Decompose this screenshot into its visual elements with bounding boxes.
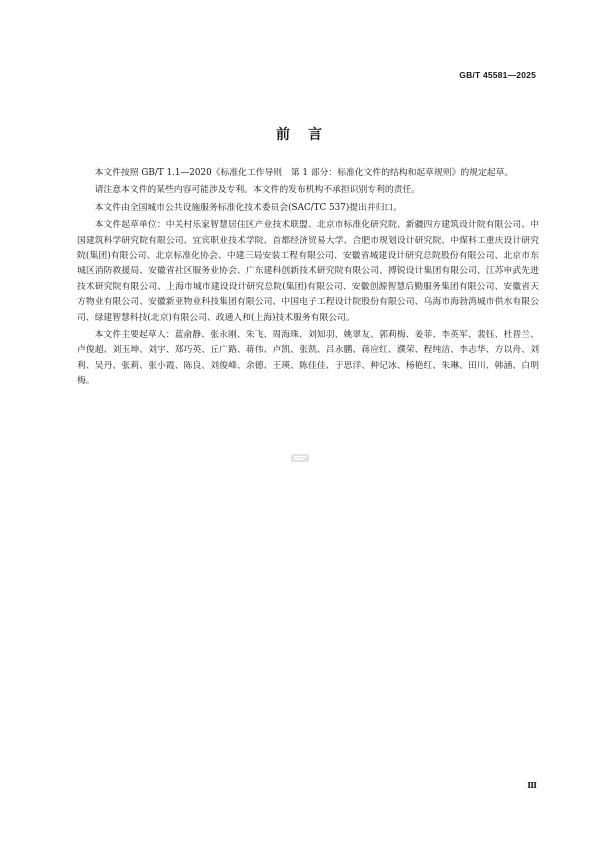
paragraph-drafting-units: 本文件起草单位：中关村乐家智慧居住区产业技术联盟、北京市标准化研究院、新疆四方建筑设计院有限公司、中国建筑科学研究院有限公司、宜宾职业技术学院、首都经济贸易大学、合肥市规划设计研究院、中煤科工重庆设计研究院(集团)有限公司、北京标准化协会、中建三局安装工程有限公司、安徽省城建设计研究总院股份有限公司、北京市东城区消防救援局、安徽省社区服务业协会、广东建科创新技术研究院有限公司、搏锐设计集团有限公司、江苏申武先进技术研究院有限公司、上海市城市建设设计研究总院(集团)有限公司、安徽创源智慧后勤服务集团有限公司、安徽省天方物业有限公司、安徽新亚物业科技集团有限公司、中国电子工程设计院股份有限公司、乌海市海勃湾城市供水有限公司、绿建智慧科技(北京)有限公司、政通人和(上海)技术服务有限公司。 (77, 220, 539, 323)
paragraph-drafting-rules: 本文件按照 GB/T 1.1—2020《标准化工作导则 第 1 部分：标准化文件的结构和起草规则》的规定起草。 (94, 168, 514, 178)
page-number: Ⅲ (527, 780, 537, 790)
paragraph-patent-notice: 请注意本文件的某些内容可能涉及专利。本文件的发布机构不承担识别专利的责任。 (94, 185, 421, 196)
paragraph-drafters: 本文件主要起草人：蓝俞静、张永刚、朱飞、周海珠、刘知羽、姚翠友、郭莉梅、姜菲、李英军、裴钰、杜晋兰、卢俊超、刘玉坤、刘宇、郑巧英、丘广路、蒋伟、卢凯、张凯、吕永鹏、蒋应红、濮荣、程纯洁、李志华、方以舟、刘利、吴丹、张莉、张小霞、陈良、刘俊峰、余德、王瑛、陈佳佳、于思洋、种记冰、杨艳红、朱琳、田川、韩涵、白明梅。 (77, 330, 539, 387)
page-title: 前 言 (276, 127, 324, 143)
standard-code: GB/T 45581—2025 (459, 70, 536, 80)
foreword-body (77, 166, 539, 392)
paragraph-committee: 本文件由全国城市公共设施服务标准化技术委员会(SAC/TC 537)提出并归口。 (94, 202, 403, 213)
watermark-logo-icon (290, 452, 310, 464)
